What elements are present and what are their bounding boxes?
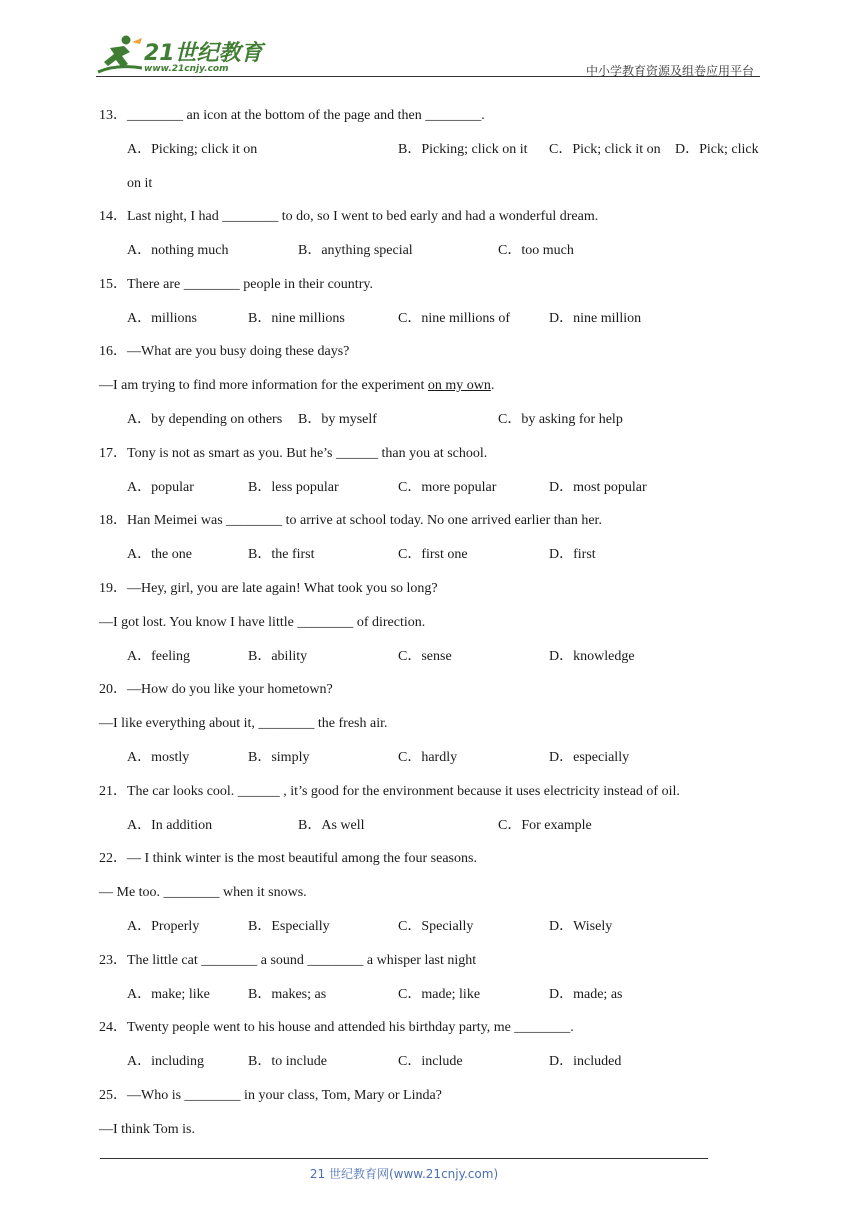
question-18-option-b: B．the first xyxy=(248,547,315,562)
question-24-option-c: C．include xyxy=(398,1054,463,1069)
question-14-option-b: B．anything special xyxy=(298,243,413,258)
question-13-stem: 13．________ an icon at the bottom of the page and then ________. xyxy=(99,108,485,123)
footer-site-link[interactable]: 21 世纪教育网(www.21cnjy.com) xyxy=(309,1167,499,1181)
question-14-stem: 14．Last night, I had ________ to do, so I went to bed early and had a wonderful dream. xyxy=(99,209,599,224)
question-16-response-end: . xyxy=(490,378,495,393)
question-21-option-a: A．In addition xyxy=(127,818,213,833)
question-22-option-d: D．Wisely xyxy=(549,919,613,934)
question-16-stem: 16．—What are you busy doing these days? xyxy=(99,344,350,359)
question-19-option-c: C．sense xyxy=(398,649,452,664)
page-header xyxy=(96,30,756,78)
question-23-option-b: B．makes; as xyxy=(248,987,327,1002)
question-13-option-b: B．Picking; click on it xyxy=(398,142,528,157)
question-20-stem: 20．—How do you like your hometown? xyxy=(99,682,333,697)
question-19-response: —I got lost. You know I have little ________ of direction. xyxy=(99,615,426,630)
question-16-underlined-phrase: on my own xyxy=(427,378,491,393)
question-14-option-c: C．too much xyxy=(498,243,574,258)
header-divider xyxy=(96,76,760,77)
question-18-option-d: D．first xyxy=(549,547,596,562)
question-23-option-a: A．make; like xyxy=(127,987,210,1002)
question-19-option-b: B．ability xyxy=(248,649,308,664)
question-20-option-c: C．hardly xyxy=(398,750,458,765)
question-14-option-a: A．nothing much xyxy=(127,243,229,258)
question-15-option-a: A．millions xyxy=(127,311,198,326)
question-16-option-b: B．by myself xyxy=(298,412,377,427)
question-21-stem: 21．The car looks cool. ______ , it’s good for the environment because it uses electricity instead of oil. xyxy=(99,784,680,799)
question-17-option-c: C．more popular xyxy=(398,480,497,495)
question-18-stem: 18．Han Meimei was ________ to arrive at school today. No one arrived earlier than her. xyxy=(99,513,602,528)
question-15-option-c: C．nine millions of xyxy=(398,311,510,326)
question-22-option-b: B．Especially xyxy=(248,919,330,934)
question-15-option-b: B．nine millions xyxy=(248,311,345,326)
question-23-option-d: D．made; as xyxy=(549,987,623,1002)
logo-url: www.21cnjy.com xyxy=(144,64,229,74)
question-23-stem: 23．The little cat ________ a sound ________ a whisper last night xyxy=(99,953,477,968)
question-22-response: — Me too. ________ when it snows. xyxy=(99,885,307,900)
question-13-option-d-wrap: on it xyxy=(127,176,153,191)
question-13-option-a: A．Picking; click it on xyxy=(127,142,258,157)
question-18-option-c: C．first one xyxy=(398,547,468,562)
question-15-stem: 15．There are ________ people in their country. xyxy=(99,277,373,292)
question-17-stem: 17．Tony is not as smart as you. But he’s ______ than you at school. xyxy=(99,446,488,461)
question-24-option-b: B．to include xyxy=(248,1054,327,1069)
question-16-response-text: —I am trying to find more information for the experiment xyxy=(99,378,428,393)
question-17-option-b: B．less popular xyxy=(248,480,339,495)
question-16-option-c: C．by asking for help xyxy=(498,412,623,427)
logo-text: 21世纪教育 xyxy=(144,41,263,66)
question-20-option-b: B．simply xyxy=(248,750,310,765)
question-23-option-c: C．made; like xyxy=(398,987,481,1002)
question-24-stem: 24．Twenty people went to his house and attended his birthday party, me ________. xyxy=(99,1020,574,1035)
question-15-option-d: D．nine million xyxy=(549,311,642,326)
question-19-stem: 19．—Hey, girl, you are late again! What took you so long? xyxy=(99,581,438,596)
question-22-option-c: C．Specially xyxy=(398,919,474,934)
question-16-response xyxy=(99,378,494,394)
question-21-option-b: B．As well xyxy=(298,818,365,833)
question-21-option-c: C．For example xyxy=(498,818,592,833)
question-19-option-a: A．feeling xyxy=(127,649,190,664)
question-20-option-d: D．especially xyxy=(549,750,630,765)
header-platform-text: 中小学教育资源及组卷应用平台 xyxy=(585,64,754,78)
question-13-option-c: C．Pick; click it on xyxy=(549,142,661,157)
question-25-response: —I think Tom is. xyxy=(99,1122,195,1137)
footer-divider xyxy=(100,1158,708,1159)
site-logo[interactable] xyxy=(96,34,266,78)
question-22-stem: 22．— I think winter is the most beautiful among the four seasons. xyxy=(99,851,477,866)
runner-icon xyxy=(96,34,144,78)
question-25-stem: 25．—Who is ________ in your class, Tom, Mary or Linda? xyxy=(99,1088,442,1103)
question-18-option-a: A．the one xyxy=(127,547,192,562)
question-16-option-a: A．by depending on others xyxy=(127,412,283,427)
question-20-option-a: A．mostly xyxy=(127,750,190,765)
question-24-option-a: A．including xyxy=(127,1054,204,1069)
question-22-option-a: A．Properly xyxy=(127,919,200,934)
question-20-response: —I like everything about it, ________ the fresh air. xyxy=(99,716,388,731)
question-17-option-d: D．most popular xyxy=(549,480,647,495)
question-13-option-d: D．Pick; click xyxy=(675,142,759,157)
question-19-option-d: D．knowledge xyxy=(549,649,635,664)
question-17-option-a: A．popular xyxy=(127,480,194,495)
question-24-option-d: D．included xyxy=(549,1054,622,1069)
